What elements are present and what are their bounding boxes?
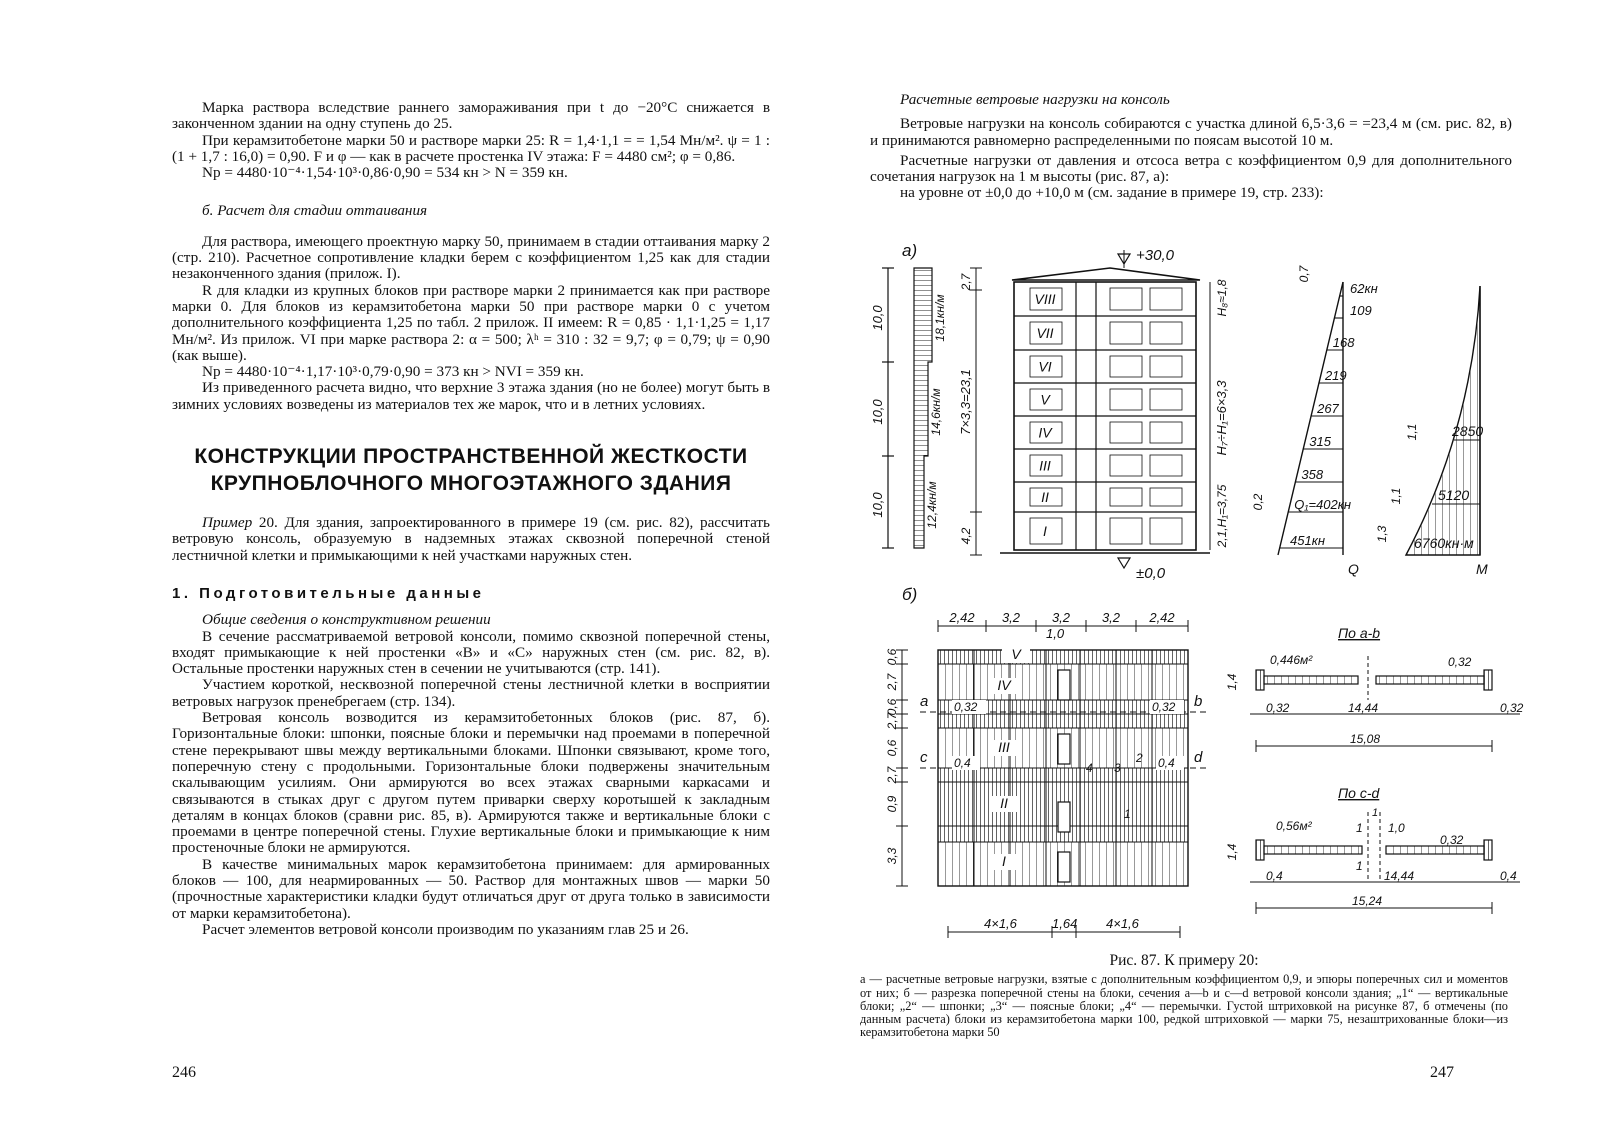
dim-label: 2,42 [949,610,975,625]
zone-label: 10,0 [870,399,885,425]
level-marker-top [1118,247,1175,268]
section-heading-text: 1. Подготовительные данные [172,584,485,602]
dim-label: 2,7 [885,673,899,691]
section-title: По c-d [1338,785,1380,801]
paragraph: Марка раствора вследствие раннего замораживания при t до −20°С снижается в законченном здании на одну ступень до 25. [172,99,770,133]
zone-label: 10,0 [870,305,885,331]
floor-label: I [1002,853,1006,869]
dim-label: 0,32 [1500,701,1524,715]
window [1150,488,1182,506]
chapter-title-line-2: КРУПНОБЛОЧНОГО МНОГОЭТАЖНОГО ЗДАНИЯ [210,472,732,496]
floor-label: VII [1036,325,1054,341]
q-value-label: 219 [1324,368,1347,383]
section-title: По a-b [1338,625,1381,641]
window [1150,389,1182,410]
paragraph: Ветровые нагрузки на консоль собираются с участка длиной 6,5·3,6 = =23,4 м (см. рис. 82, в) и принимаются равномерно распределенными по поясам высотой 10 м. [870,115,1512,149]
paragraph: Для раствора, имеющего проектную марку 50, принимаем в стадии оттаивания марку 2 (стр. 210). Расчетное сопротивление кладки берем с коэффициентом 1,25 как для стадии незаконченного здания (прилож. I). [172,232,770,283]
window [1110,322,1142,344]
example-text: 20. Для здания, запроектированного в примере 19 (см. рис. 82), рассчитать ветровую консоль, образуемую в надземных этажах сквозной поперечной стеной лестничной клетки и примыкающими к ней участками наружных стен. [172,514,770,564]
q-value-label: 62кн [1350,281,1378,296]
floor-label: VIII [1034,291,1056,307]
section-mark: d [1194,749,1203,766]
q-value-label: 109 [1350,303,1372,318]
dim-label: 0,32 [1448,655,1472,669]
paragraph: В сечение рассматриваемой ветровой консоли, помимо сквозной поперечной стены, входят примыкающие к ней простенки «В» и «С» наружных стен (см. рис. 82, в). Остальные простенки наружных стен в сечении не учитываются (стр. 141). [172,627,770,678]
q-value-label: 267 [1317,401,1339,416]
wall-block-band [938,714,1188,728]
floor-label: I [1043,523,1047,539]
dim-label: 0,32 [1266,701,1290,715]
paragraph: R для кладки из крупных блоков при растворе марки 2 принимается как при растворе марки 0. Для блоков из керамзитобетона марки 50 при растворе марки 0 с учетом дополнительного коэффициента 1,25 по табл. 2 прилож. II имеем: R = 0,85 · 1,1·1,25 = 1,17 Мн/м². Из прилож. VI при марке раствора 2: α = 500; λʰ = 310 : 32 = 9,7; φ = 0,79; ψ = 0,90 (как выше). [172,281,770,364]
window [1150,518,1182,544]
area-label: 0,56м² [1276,819,1312,833]
level-top-label: +30,0 [1136,247,1174,264]
q-value-label: 451кн [1290,533,1325,548]
door-opening [1058,734,1070,764]
floor-label: V [1011,646,1021,662]
q-value-label: 358 [1301,467,1324,482]
floor-dim-label: H₇÷H₁=6×3,3 [1214,380,1229,456]
dim-label: 1,64 [1052,916,1078,931]
dim-label: 0,9 [885,795,899,813]
paragraph: Расчет элементов ветровой консоли производим по указаниям глав 25 и 26. [202,920,689,938]
m-dim-label: 1,3 [1375,525,1389,543]
wall-block-band [938,650,1188,664]
section-mark: b [1194,693,1203,710]
paragraph: Ветровая консоль возводится из керамзитобетонных блоков (рис. 87, б). Горизонтальные блоки: шпонки, поясные блоки и перемычки над проемами в поперечной стене перекрывают швы между вертикальными блоками. Шпонки связывают, кроме того, поперечную стену с продольными. Горизонтальные блоки подвержены значительным скалывающим усилиям. Они армируются во всех этажах сварными каркасами и связываются в стыках друг с другом путем приварки сверху коротышей к закладным деталям в концах блоков (сравни рис. 85, в). Армируются также и вертикальные блоки с проемами в центре поперечной стены. Глухие вертикальные блоки и примыкающие к ним простеночные блоки не армируются. [172,709,770,857]
m-value-label: 6760кн·м [1414,535,1474,551]
section-mark: c [920,749,928,766]
paragraph: Из приведенного расчета видно, что верхние 3 этажа здания (но не более) могут быть в зимних условиях возведены из материалов тех же марок, что и в летних условиях. [172,379,770,413]
door-opening [1058,670,1070,700]
section-a-b [1225,625,1524,752]
chapter-title-line-1: КОНСТРУКЦИИ ПРОСТРАНСТВЕННОЙ ЖЕСТКОСТИ [194,445,748,469]
dim-label: 0,6 [885,648,899,666]
floor-label: III [998,739,1010,755]
q-value-label: 168 [1332,335,1355,350]
moment-diagram [1375,286,1488,577]
subheading-thaw: б. Расчет для стадии оттаивания [202,202,428,220]
q-dim-label: 0,2 [1251,493,1265,511]
subheading-general: Общие сведения о конструктивном решении [202,611,491,629]
window [1110,356,1142,377]
window [1150,288,1182,310]
figure-b-label: б) [902,585,918,604]
block-mark: 1 [1124,807,1131,821]
m-value-label: 2850 [1452,423,1484,439]
block-mark: 2 [1136,751,1143,765]
window [1150,422,1182,443]
formula: Nр = 4480·10⁻⁴·1,54·10³·0,86·0,90 = 534 кн > N = 359 кн. [202,164,568,182]
dim-label: 4×1,6 [1106,916,1139,931]
paragraph: на уровне от ±0,0 до +10,0 м (см. задание в примере 19, стр. 233): [900,184,1324,202]
caption-title: Рис. 87. К примеру 20: [1109,952,1259,969]
floor-label: II [1000,795,1008,811]
block-mark: 1 [1356,821,1363,835]
shear-diagram [1251,264,1378,577]
dim-label: 2,7 [885,712,899,730]
page-number-left: 246 [172,1064,196,1081]
caption-text: а — расчетные ветровые нагрузки, взятые с дополнительным коэффициентом 0,9, и эпюры поперечных сил и моментов от них; б — разрезка поперечной стены на блоки, сечения а—b и с—d ветровой консоли здания; „1“ — вертикальные блоки; „2“ — шпонки; „3“ — поясные блоки; „4“ — перемычки. Густой штриховкой на рисунке 87, б отмечены (по данным расчета) блоки из керамзитобетона марки 100, редкой штриховкой — марки 75, незаштрихованные блоки—из керамзитобетона марки 50 [860,972,1508,1040]
page-number-right: 247 [1430,1064,1454,1081]
inner-dim: 0,4 [1158,756,1175,770]
dim-label: 0,6 [885,698,899,716]
dim-label: 3,2 [1051,610,1071,625]
q-value-label: 315 [1309,434,1331,449]
section-c-d [1225,785,1520,914]
window [1150,322,1182,344]
door-opening [1058,802,1070,832]
floor-label: IV [997,677,1011,693]
window [1110,455,1142,476]
window [1110,488,1142,506]
figure-b [885,585,1524,938]
window [1150,356,1182,377]
inner-dim: 0,32 [1152,700,1176,714]
floor-lines [1014,316,1196,512]
floor-label: III [1039,457,1051,474]
dim-label: 1,0 [1046,626,1065,641]
height-dim-label: 4,2 [959,527,973,545]
height-dim-label: 7×3,3=23,1 [958,369,973,435]
m-axis-label: M [1476,561,1488,577]
m-value-label: 5120 [1438,487,1470,503]
formula: Nр = 4480·10⁻⁴·1,17·10³·0,79·0,90 = 373 кн > NVI = 359 кн. [202,363,584,381]
dim-label: 1,4 [1225,843,1239,861]
dim-label: 0,4 [1266,869,1283,883]
paragraph: При керамзитобетоне марки 50 и растворе марки 25: R = 1,4·1,1 = = 1,54 Мн/м². ψ = 1 : (1 + 1,7 : 16,0) = 0,90. F и φ — как в расчете простенка IV этажа: F = 4480 см²; φ = 0,86. [172,131,770,165]
zone-label: 10,0 [870,492,885,518]
dim-label: 1,4 [1225,673,1239,691]
floor-label: IV [1038,424,1052,441]
dim-label: 0,4 [1500,869,1517,883]
figure-a-label: а) [902,241,918,260]
load-label: 12,4кн/м [925,481,939,529]
dim-label: 0,6 [885,739,899,757]
dim-label: 3,2 [1101,610,1121,625]
inner-dim: 0,4 [954,756,971,770]
block-mark: 4 [1086,761,1093,775]
door-opening [1058,852,1070,882]
inner-dim: 0,32 [954,700,978,714]
building-roof [1012,268,1200,280]
window [1150,455,1182,476]
block-mark: 1 [1372,807,1379,819]
floor-label: VI [1038,358,1052,375]
block-mark: 1 [1356,859,1363,873]
dim-label: 15,08 [1350,732,1381,746]
example-label: Пример [202,514,253,532]
floor-dim-label: 2,1,H₁=3,75 [1215,484,1229,548]
q-dim-label: 0,7 [1297,265,1311,283]
dim-label: 14,44 [1384,869,1415,883]
paragraph: Участием короткой, несквозной поперечной стены лестничной клетки в восприятии ветровых нагрузок пренебрегаем (стр. 134). [172,676,770,710]
level-bottom-label: ±0,0 [1136,565,1166,582]
height-dim-label: 2,7 [959,273,973,291]
area-label: 0,446м² [1270,653,1313,667]
floor-label: V [1040,391,1050,408]
dim-label: 14,44 [1348,701,1379,715]
figure-caption [860,954,1508,1040]
window [1110,288,1142,310]
m-dim-label: 1,1 [1405,423,1419,441]
load-label: 18,1кн/м [933,294,947,342]
subheading-wind: Расчетные ветровые нагрузки на консоль [900,91,1170,108]
q-value-label: Q₁=402кн [1294,497,1352,512]
window [1110,518,1142,544]
paragraph: Расчетные нагрузки от давления и отсоса ветра с коэффициентом 0,9 для дополнительного сочетания нагрузок на 1 м высоты (рис. 87, а): [870,151,1512,186]
dim-label: 2,7 [885,766,899,784]
dim-label: 0,32 [1440,833,1464,847]
window [1110,389,1142,410]
dim-label: 1,0 [1388,821,1405,835]
level-marker-bottom [1118,558,1166,582]
q-axis-label: Q [1348,561,1359,577]
dim-label: 3,3 [885,847,899,865]
m-dim-label: 1,1 [1389,487,1403,505]
section-mark: a [920,693,929,710]
figure-a [870,241,1488,582]
window [1110,422,1142,443]
floor-dim-label: H₈≈1,8 [1215,279,1229,317]
wall-block-band [938,768,1188,782]
floor-label: II [1041,489,1049,505]
block-mark: 3 [1114,761,1121,775]
dim-label: 15,24 [1352,894,1383,908]
paragraph: В качестве минимальных марок керамзитобетона принимаем: для армированных блоков — 100, для неармированных — 50. Раствор для монтажных швов — марки 50 (прочностные характеристики кладки будут отличаться друг от друга только в зависимости от марки керамзитобетона). [172,855,770,922]
dim-label: 2,42 [1149,610,1175,625]
load-label: 14,6кн/м [929,388,943,436]
dim-label: 3,2 [1001,610,1021,625]
dim-label: 4×1,6 [984,916,1017,931]
